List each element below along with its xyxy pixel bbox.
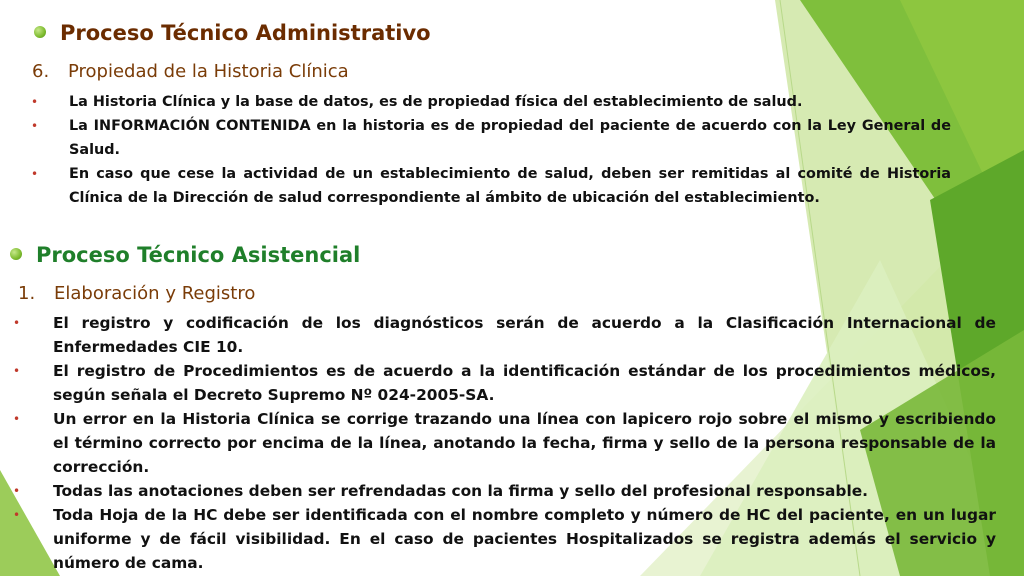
list-item-text: El registro y codificación de los diagnósticos serán de acuerdo a la Clasificación Internacional de Enfermedades CIE 10. [53,314,996,356]
list-item [31,162,951,210]
list-item [13,479,996,503]
subheading-number: 6. [32,61,50,82]
list-item [31,114,951,162]
bullet-dot-icon [34,26,46,38]
bullet-list-asistencial [13,311,996,575]
list-item-text: La INFORMACIÓN CONTENIDA en la historia es de propiedad del paciente de acuerdo con la Ley General de Salud. [69,118,951,158]
list-item [13,407,996,479]
list-item-text: Un error en la Historia Clínica se corrige trazando una línea con lapicero rojo sobre el mismo y escribiendo el término correcto por encima de la línea, anotando la fecha, firma y sello de la persona responsable de la corrección. [53,410,996,476]
subheading-text: Propiedad de la Historia Clínica [68,61,349,82]
list-item [13,359,996,407]
list-item [13,311,996,359]
bullet-marker-icon: • [31,167,39,181]
list-item-text: El registro de Procedimientos es de acuerdo a la identificación estándar de los procedimientos médicos, según señala el Decreto Supremo Nº 024-2005-SA. [53,362,996,404]
subheading-text: Elaboración y Registro [54,283,256,304]
list-item [31,90,951,114]
section-title-text: Proceso Técnico Asistencial [36,243,361,267]
bullet-marker-icon: • [13,364,21,378]
bullet-marker-icon: • [13,508,21,522]
bullet-marker-icon: • [13,412,21,426]
section-title-asistencial [10,242,360,268]
bullet-marker-icon: • [31,95,39,109]
bullet-dot-icon [10,248,22,260]
subheading-propiedad [32,61,349,83]
list-item-text: En caso que cese la actividad de un establecimiento de salud, deben ser remitidas al comité de Historia Clínica de la Dirección de salud correspondiente al ámbito de ubicación del establecimiento. [69,166,951,206]
bullet-marker-icon: • [13,316,21,330]
subheading-number: 1. [18,283,36,304]
bullet-list-administrativo [31,90,951,210]
section-title-administrativo [34,20,431,46]
list-item-text: Toda Hoja de la HC debe ser identificada con el nombre completo y número de HC del paciente, en un lugar uniforme y de fácil visibilidad. En el caso de pacientes Hospitalizados se registra además el servicio y número de cama. [53,506,996,572]
list-item-text: Todas las anotaciones deben ser refrendadas con la firma y sello del profesional responsable. [53,482,869,500]
bullet-marker-icon: • [31,119,39,133]
list-item-text: La Historia Clínica y la base de datos, es de propiedad física del establecimiento de salud. [69,94,803,110]
list-item [13,503,996,575]
section-title-text: Proceso Técnico Administrativo [60,21,431,45]
subheading-elaboracion [18,283,255,305]
bullet-marker-icon: • [13,484,21,498]
